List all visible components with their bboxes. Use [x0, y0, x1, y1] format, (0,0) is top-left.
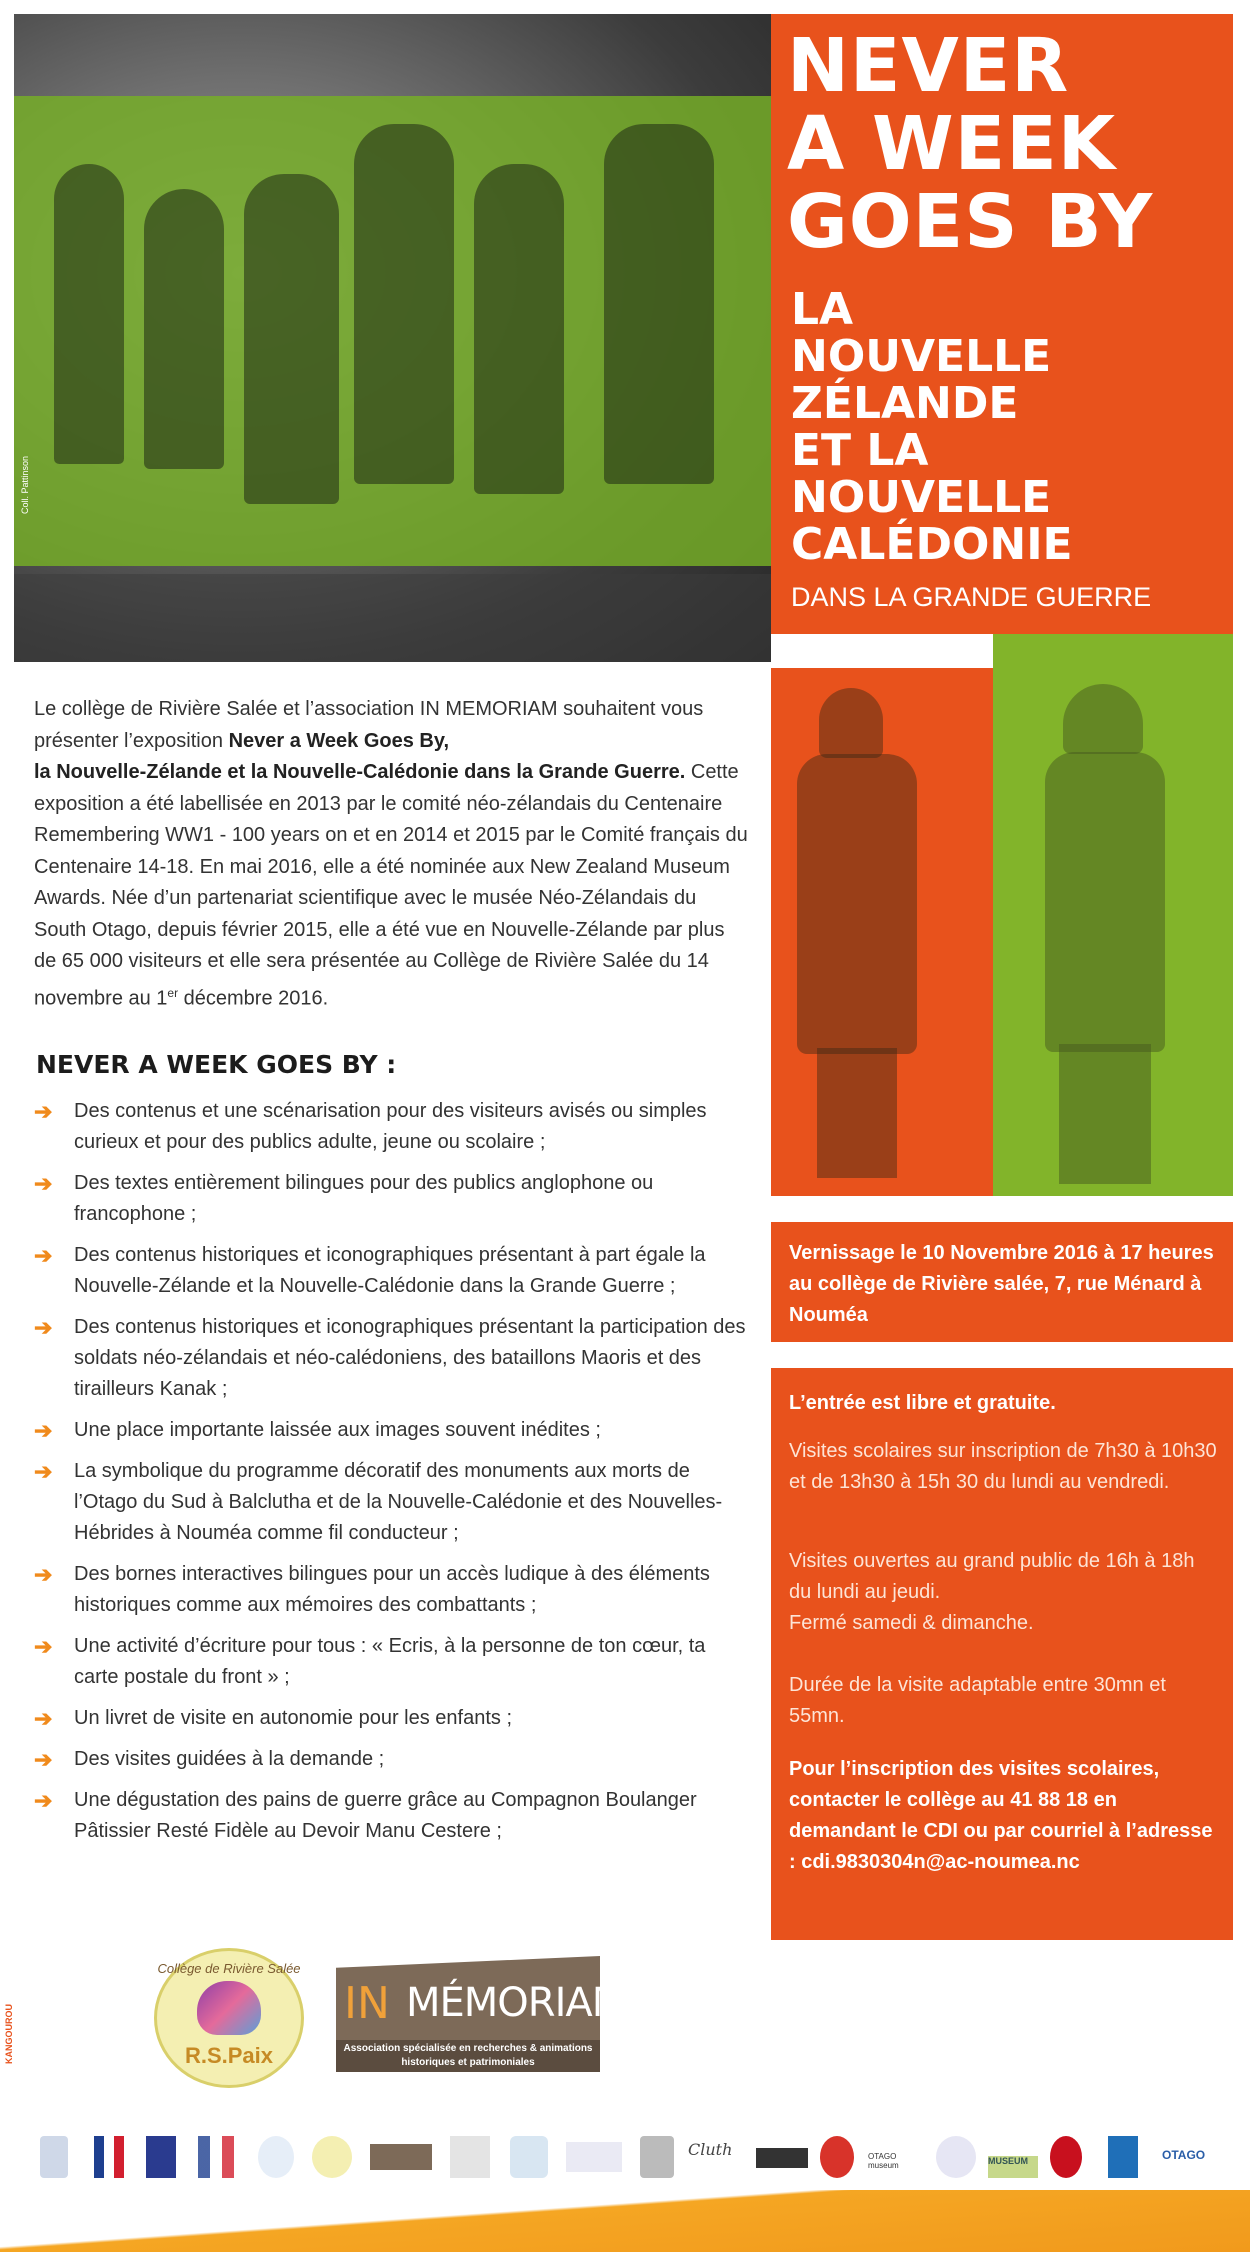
partner-logo: [312, 2136, 352, 2178]
list-item: ➔ Des contenus historiques et iconographiques présentant la participation des soldats néo-zélandais et néo-calédoniens, des bataillons Maoris et des tirailleurs Kanak ;: [34, 1312, 754, 1405]
partner-logo: [450, 2136, 490, 2178]
list-item: ➔ Un livret de visite en autonomie pour les enfants ;: [34, 1703, 754, 1734]
statue-panel-green: [993, 634, 1233, 1196]
partner-logo-text: OTAGO museum: [868, 2152, 899, 2170]
intro-text: Cette exposition a été labellisée en 2013 par le comité néo-zélandais du Centenaire Remembering WW1 - 100 years on et en 2014 et 2015 par le Comité français du Centenaire 14-18. En mai 2016, elle a été nominée aux New Zealand Museum Awards. Née d’un partenariat scientifique avec le musée Néo-Zélandais du South Otago, depuis février 2015, elle a été vue en Nouvelle-Zélande par plus de 65 000 visiteurs et elle sera présentée au Collège de Rivière Salée du 14 novembre au 1: [34, 761, 748, 1010]
list-heading: NEVER A WEEK GOES BY :: [36, 1050, 397, 1079]
partner-logo: [1108, 2136, 1138, 2178]
arrow-icon: ➔: [34, 1459, 53, 1484]
info-box: [771, 1368, 1233, 1940]
partner-logo: [198, 2136, 234, 2178]
partner-logo: [936, 2136, 976, 2178]
subtitle-line: ET LA: [791, 425, 929, 476]
hero-title-panel: [771, 14, 1233, 634]
feature-list: [34, 1096, 754, 1857]
intro-bold-subtitle: la Nouvelle-Zélande et la Nouvelle-Calédonie dans la Grande Guerre.: [34, 761, 686, 783]
list-item: ➔ Une activité d’écriture pour tous : « Ecris, à la personne de ton cœur, ta carte postale du front » ;: [34, 1631, 754, 1693]
arrow-icon: ➔: [34, 1706, 53, 1731]
hero-photo: [14, 14, 771, 662]
soldier-figure: [354, 124, 454, 484]
soldier-figure: [244, 174, 339, 504]
entry-text: L’entrée est libre et gratuite.: [789, 1392, 1056, 1414]
intro-paragraph: [34, 694, 750, 1015]
list-item: ➔ Des contenus et une scénarisation pour des visiteurs avisés ou simples curieux et pour des publics adulte, jeune ou scolaire ;: [34, 1096, 754, 1158]
vernissage-text: Vernissage le 10 Novembre 2016 à 17 heures au collège de Rivière salée, 7, rue Ménard à Nouméa: [789, 1242, 1214, 1326]
arrow-icon: ➔: [34, 1315, 53, 1340]
statue-head: [819, 688, 883, 758]
list-item: ➔ Une place importante laissée aux images souvent inédites ;: [34, 1415, 754, 1446]
partner-logo: [146, 2136, 176, 2178]
arrow-icon: ➔: [34, 1171, 53, 1196]
vernissage-box: [771, 1222, 1233, 1342]
list-item: ➔ Des visites guidées à la demande ;: [34, 1744, 754, 1775]
college-logo-text: Collège de Rivière Salée: [157, 1961, 301, 1976]
arrow-icon: ➔: [34, 1634, 53, 1659]
statue-body: [1045, 752, 1165, 1052]
partner-logo: [1050, 2136, 1082, 2178]
in-memoriam-tagline: Association spécialisée en recherches & animations historiques et patrimoniales: [336, 2040, 600, 2072]
subtitle-line: CALÉDONIE: [791, 519, 1073, 570]
soldier-figure: [604, 124, 714, 484]
statue-legs: [817, 1048, 897, 1178]
subtitle-line: ZÉLANDE: [791, 378, 1019, 429]
partner-logo: [566, 2142, 622, 2172]
statue-body: [797, 754, 917, 1054]
partner-logo-text: MUSEUM: [988, 2156, 1038, 2178]
soldier-figure: [54, 164, 124, 464]
soldier-figure: [144, 189, 224, 469]
trench-ground: [14, 574, 771, 662]
college-logo-name: R.S.Paix: [184, 2043, 274, 2068]
school-visits-text: Visites scolaires sur inscription de 7h30 à 10h30 et de 13h30 à 15h 30 du lundi au vendredi.: [789, 1440, 1217, 1493]
in-memoriam-logo-in: IN: [344, 1978, 390, 2029]
title-line: NEVER: [787, 23, 1070, 109]
partner-logos: [40, 2136, 1230, 2182]
college-logo: [154, 1948, 304, 2088]
arrow-icon: ➔: [34, 1562, 53, 1587]
statue-legs: [1059, 1044, 1151, 1184]
in-memoriam-logo-name: MÉMORIAM: [406, 1980, 626, 2026]
intro-text: Le collège de Rivière Salée et l’association IN MEMORIAM souhaitent vous présenter l’exposition: [34, 698, 704, 752]
partner-logo: [40, 2136, 68, 2178]
partner-logo: [820, 2136, 854, 2178]
closed-days-text: Fermé samedi & dimanche.: [789, 1612, 1034, 1634]
arrow-icon: ➔: [34, 1418, 53, 1443]
contact-text: Pour l’inscription des visites scolaires, contacter le collège au 41 88 18 en demandant le CDI ou par courriel à l’adresse : cdi.9830304n@ac-noumea.nc: [789, 1758, 1213, 1873]
public-visits-text: Visites ouvertes au grand public de 16h à 18h du lundi au jeudi.: [789, 1550, 1195, 1603]
arrow-icon: ➔: [34, 1747, 53, 1772]
list-item: ➔ Une dégustation des pains de guerre grâce au Compagnon Boulanger Pâtissier Resté Fidèle au Devoir Manu Cestere ;: [34, 1785, 754, 1847]
photo-credit: Coll. Pattinson: [20, 455, 30, 514]
partner-logo: [510, 2136, 548, 2178]
partner-logo-text: Cluth: [688, 2140, 733, 2159]
list-item: ➔ La symbolique du programme décoratif des monuments aux morts de l’Otago du Sud à Balclutha et de la Nouvelle-Calédonie et des Nouvelles-Hébrides à Nouméa comme fil conducteur ;: [34, 1456, 754, 1549]
title-line: A WEEK: [787, 101, 1117, 187]
partner-logo: [640, 2136, 674, 2178]
partner-logo: [756, 2148, 808, 2168]
partner-logo-text: OTAGO: [1162, 2148, 1206, 2162]
title-line: GOES BY: [787, 179, 1154, 265]
designer-credit: KANGOUROU: [4, 2004, 14, 2064]
soldier-figure: [474, 164, 564, 494]
intro-sup: er: [167, 985, 179, 1000]
subtitle-line: NOUVELLE: [791, 472, 1052, 523]
partner-logo: [94, 2136, 124, 2178]
statue-head: [1063, 684, 1143, 754]
hand-icon: [197, 1981, 261, 2035]
partner-logo: [258, 2136, 294, 2178]
subtitle-small: DANS LA GRANDE GUERRE: [791, 582, 1152, 612]
subtitle-line: NOUVELLE: [791, 331, 1052, 382]
arrow-icon: ➔: [34, 1788, 53, 1813]
list-item: ➔ Des contenus historiques et iconographiques présentant à part égale la Nouvelle-Zélande et la Nouvelle-Calédonie dans la Grande Guerre ;: [34, 1240, 754, 1302]
arrow-icon: ➔: [34, 1243, 53, 1268]
list-item: ➔ Des textes entièrement bilingues pour des publics anglophone ou francophone ;: [34, 1168, 754, 1230]
subtitle-line: LA: [791, 284, 854, 335]
intro-text: décembre 2016.: [178, 987, 329, 1010]
duration-text: Durée de la visite adaptable entre 30mn et 55mn.: [789, 1674, 1166, 1727]
partner-logo: [370, 2144, 432, 2170]
in-memoriam-logo: [336, 1956, 626, 2072]
statue-panel-orange: [771, 668, 993, 1196]
bottom-stripe: [0, 2190, 1250, 2252]
list-item: ➔ Des bornes interactives bilingues pour un accès ludique à des éléments historiques comme aux mémoires des combattants ;: [34, 1559, 754, 1621]
arrow-icon: ➔: [34, 1099, 53, 1124]
intro-bold-title: Never a Week Goes By,: [228, 729, 450, 752]
